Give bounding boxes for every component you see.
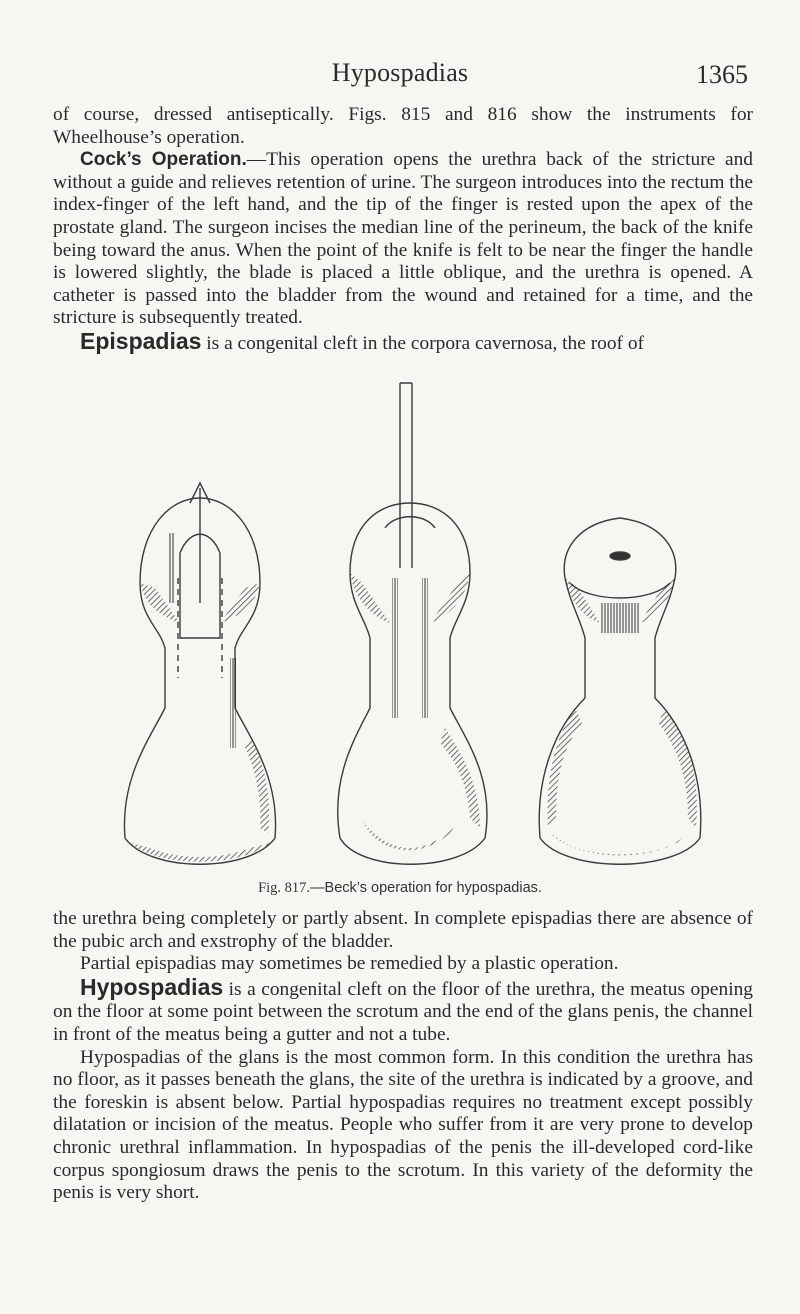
text-block-lower <box>53 908 753 1205</box>
paragraph-hypospadias-glans: Hypospadias of the glans is the most common form. In this condition the urethra has no floor, as it passes beneath the glans, the site of the urethra is indicated by a groove, and the foreskin is absent below. Partial hypospadias requires no treatment except possibly dilatation or incision of the meatus. People who suffer from it are very prone to develop chronic urethral inflammation. In hypospadias of the penis the ill-developed cord-like corpus spongiosum draws the penis to the scrotum. In this variety of the deformity the penis is very short. <box>53 1046 753 1204</box>
paragraph-body: is a congenital cleft in the corpora cavernosa, the roof of <box>201 332 645 354</box>
paragraph-body: is a congenital cleft on the floor of the urethra, the meatus opening on the floor at some point between the scrotum and the end of the glans penis, the channel in front of the meatus being a gutter and not a tube. <box>53 978 753 1045</box>
running-title: Hypospadias <box>331 58 469 87</box>
figure-illustration <box>100 378 720 878</box>
paragraph-continuation: of course, dressed antiseptically. Figs. 815 and 816 show the instruments for Wheelhouse’s operation. <box>53 104 753 148</box>
paragraph-epispadias <box>53 327 753 356</box>
figure-panel-right <box>539 518 701 864</box>
paragraph-cocks-operation <box>53 149 753 330</box>
figure-panel-middle <box>338 383 487 864</box>
section-heading-cocks-operation: Cock’s Operation. <box>80 149 247 171</box>
page-header <box>0 58 800 92</box>
paragraph-hypospadias <box>53 973 753 1047</box>
section-heading-epispadias: Epispadias <box>80 327 202 354</box>
figure-number: Fig. 817. <box>258 880 311 896</box>
paragraph-continuation: the urethra being completely or partly absent. In complete epispadias there are absence of the pubic arch and exstrophy of the bladder. <box>53 908 753 952</box>
paragraph-partial-epispadias: Partial epispadias may sometimes be remedied by a plastic operation. <box>80 953 619 975</box>
text-block-upper <box>53 104 753 356</box>
paragraph-body: —This operation opens the urethra back of the stricture and without a guide and relieves retention of urine. The surgeon introduces into the rectum the index-finger of the left hand, and the tip of the finger is rested upon the apex of the prostate gland. The surgeon incises the median line of the perineum, the back of the knife being toward the anus. When the point of the knife is felt to be near the finger the handle is lowered slightly, the blade is placed a little oblique, and the urethra is opened. A catheter is passed into the bladder from the wound and retained for a time, and the stricture is subsequently treated. <box>53 149 753 329</box>
page-number: 1365 <box>696 60 748 89</box>
figure-panel-left <box>124 483 275 864</box>
section-heading-hypospadias: Hypospadias <box>80 973 224 1000</box>
figure-caption-text: —Beck’s operation for hypospadias. <box>310 880 542 896</box>
figure-caption <box>0 880 800 897</box>
